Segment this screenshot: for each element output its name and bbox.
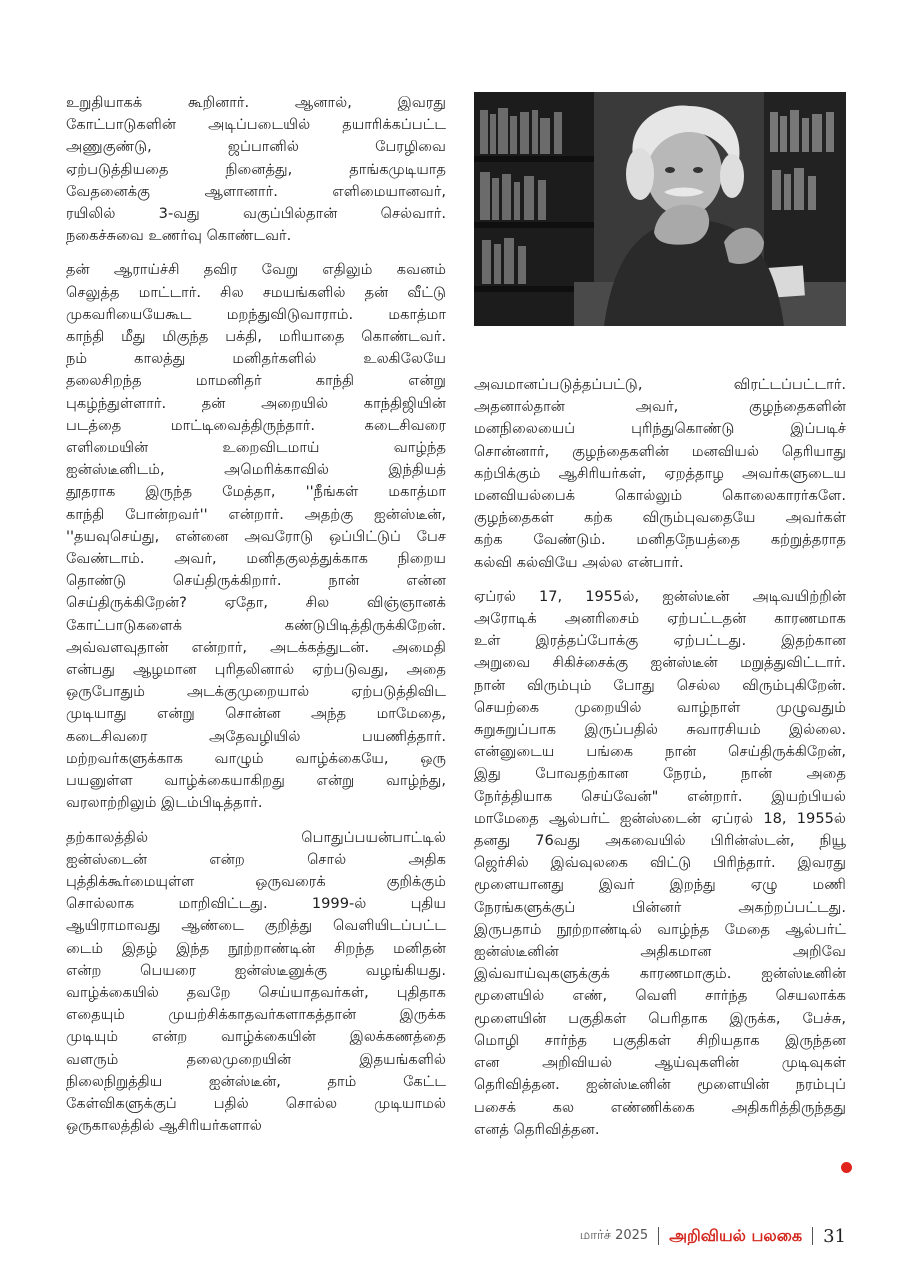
text-line: மூளையானது இவர் இறந்து ஏழு மணி [474,876,846,894]
text-line: எதையும் முயற்சிக்காதவர்களாகத்தான் இருக்க [66,1006,446,1024]
text-line: இது போவதற்கான நேரம், நான் அதை [474,765,846,783]
text-line: இருபதாம் நூற்றாண்டில் வாழ்ந்த மேதை ஆல்பர்ட் [474,920,846,938]
text-line: நேரங்களுக்குப் பின்னர் அகற்றப்பட்டது. [474,898,846,916]
text-line: கற்பிக்கும் ஆசிரியர்கள், ஏறத்தாழ அவர்களுடைய [474,464,846,482]
text-line: அணுகுண்டு, ஜப்பானில் பேரழிவை [66,138,446,156]
photo-illustration [474,92,846,326]
end-of-article-dot-icon [841,1162,852,1173]
text-line: தலைசிறந்த மாமனிதர் காந்தி என்று [66,372,446,390]
text-line: அறுவை சிகிச்சைக்கு ஐன்ஸ்டீன் மறுத்துவிட்டார். [474,654,846,672]
text-line: பயனுள்ள வாழ்க்கையாகிறது என்று வாழ்ந்து, [66,772,446,790]
text-line: கடைசிவரை அதேவழியில் பயணித்தார். [66,727,446,745]
text-line: கோட்பாடுகளின் அடிப்படையில் தயாரிக்கப்பட்ட [66,116,446,134]
text-line: அவ்வளவுதான் என்றார், அடக்கத்துடன். அமைதி [66,638,446,656]
text-line: கேள்விகளுக்குப் பதில் சொல்ல முடியாமல் [66,1094,446,1112]
text-line: தனது 76வது அகவையில் பிரின்ஸ்டன், நியூ [474,832,846,850]
text-line: கல்வி கல்வியே அல்ல என்பார். [474,553,684,571]
text-line: என்பது ஆழமான புரிதலினால் ஏற்படுவது, அதை [66,661,446,679]
text-line: செயற்கை முறையில் வாழ்நாள் முழுவதும் [474,698,846,716]
text-line: ஜெர்சில் இவ்வுலகை விட்டு பிரிந்தார். இவரது [474,854,846,872]
text-line: இவ்வாய்வுகளுக்குக் காரணமாகும். ஐன்ஸ்டீனின் [474,965,846,983]
text-line: நான் விரும்பும் போது செல்ல விரும்புகிறேன். [474,676,846,694]
text-line: என்ற பெயரை ஐன்ஸ்டீனுக்கு வழங்கியது. [66,961,446,979]
text-line: மனவியல்பைக் கொல்லும் கொலைகாரர்களே. [474,487,846,505]
text-line: மூளையில் எண், வெளி சார்ந்த செயலாக்க [474,987,846,1005]
text-line: தொண்டு செய்திருக்கிறார். நான் என்ன [66,572,446,590]
text-line: வளரும் தலைமுறையின் இதயங்களில் [66,1050,446,1068]
right-column [474,374,846,1153]
text-line: ரயிலில் 3-வது வகுப்பில்தான் செல்வார். [66,205,446,223]
issue-date: மார்ச் 2025 [579,1228,649,1243]
text-line: தற்காலத்தில் பொதுப்பயன்பாட்டில் [66,828,446,846]
text-line: சொன்னார், குழந்தைகளின் மனவியல் தெரியாது [474,442,846,460]
text-line: தூதராக இருந்த மேத்தா, ''நீங்கள் மகாத்மா [66,483,446,501]
text-line: வேதனைக்கு ஆளானார். எளிமையானவர், [66,182,446,200]
text-line: ஐன்ஸ்டைன் என்ற சொல் அதிக [66,850,446,868]
text-line: வரலாற்றிலும் இடம்பிடித்தார். [66,794,263,812]
text-line: நகைச்சுவை உணர்வு கொண்டவர். [66,227,292,245]
text-line: தெரிவித்தன. ஐன்ஸ்டீனின் மூளையின் நரம்புப் [474,1076,846,1094]
text-line: மொழி சார்ந்த பகுதிகள் சிறியதாக இருந்தன [474,1031,846,1049]
text-line: ஏற்படுத்தியதை நினைத்து, தாங்கமுடியாத [66,160,446,178]
page-number: 31 [823,1225,846,1247]
text-line: கோட்பாடுகளைக் கண்டுபிடித்திருக்கிறேன். [66,616,446,634]
text-line: டைம் இதழ் இந்த நூற்றாண்டின் சிறந்த மனிதன் [66,939,446,957]
text-line: முடியாது என்று சொன்ன அந்த மாமேதை, [66,705,446,723]
text-line: எளிமையின் உறைவிடமாய் வாழ்ந்த [66,439,446,457]
paragraph [66,259,446,814]
text-line: ஐன்ஸ்டீனிடம், அமெரிக்காவில் இந்தியத் [66,461,446,479]
text-line: மூளையின் பகுதிகள் பெரிதாக இருக்க, பேச்சு, [474,1009,846,1027]
text-line: காந்தி போன்றவர்'' என்றார். அதற்கு ஐன்ஸ்டீன், [66,505,446,523]
text-line: ஒருகாலத்தில் ஆசிரியர்களால் [66,1117,262,1135]
text-line: பசைக் கல எண்ணிக்கை அதிகரித்திருந்தது [474,1098,846,1116]
text-line: ஆயிராமாவது ஆண்டை குறித்து வெளியிடப்பட்ட [66,917,446,935]
text-line: மற்றவர்களுக்காக வாழும் வாழ்க்கையே, ஒரு [66,749,446,767]
text-line: குழந்தைகள் கற்க விரும்புவதையே அவர்கள் [474,509,846,527]
text-line: ஒருபோதும் அடக்குமுறையால் ஏற்படுத்திவிட [66,683,446,701]
text-line: படத்தை மாட்டிவைத்திருந்தார். கடைசிவரை [66,416,446,434]
text-line: புத்திக்கூர்மையுள்ள ஒருவரைக் குறிக்கும் [66,872,446,890]
left-column [66,92,446,1149]
footer-divider [812,1227,813,1245]
text-line: செலுத்த மாட்டார். சில சமயங்களில் தன் வீட்டு [66,283,446,301]
text-line: புகழ்ந்துள்ளார். தன் அறையில் காந்திஜியின் [66,394,446,412]
text-line: ஏப்ரல் 17, 1955ல், ஐன்ஸ்டீன் அடிவயிற்றின் [474,587,846,605]
magazine-title: அறிவியல் பலகை [669,1225,803,1245]
paragraph [66,827,446,1138]
text-line: செய்திருக்கிறேன்? ஏதோ, சில விஞ்ஞானக் [66,594,446,612]
text-line: அவமானப்படுத்தப்பட்டு, விரட்டப்பட்டார். [474,376,846,393]
text-line: அதனால்தான் அவர், குழந்தைகளின் [474,398,846,416]
text-line: மனநிலையைப் புரிந்துகொண்டு இப்படிச் [474,420,846,438]
text-line: முடியும் என்ற வாழ்க்கையின் இலக்கணத்தை [66,1028,446,1046]
text-line: வேண்டாம். அவர், மனிதகுலத்துக்காக நிறைய [66,550,446,568]
text-line: எனத் தெரிவித்தன. [474,1120,600,1138]
einstein-photo [474,92,846,326]
text-line: காந்தி மீது மிகுந்த பக்தி, மரியாதை கொண்டவர். [66,328,446,346]
text-line: நம் காலத்து மனிதர்களில் உலகிலேயே [66,350,446,368]
footer-divider [658,1227,659,1245]
text-line: கற்க வேண்டும். மனிதநேயத்தை கற்றுத்தராத [474,531,846,549]
paragraph [474,586,846,1141]
page-footer [580,1224,846,1248]
paragraph [474,374,846,574]
text-line: ''தயவுசெய்து, என்னை அவரோடு ஒப்பிட்டுப் பேச [66,527,446,545]
text-line: என்னுடைய பங்கை நான் செய்திருக்கிறேன், [474,743,846,761]
text-line: உறுதியாகக் கூறினார். ஆனால், இவரது [66,94,446,111]
text-line: முகவரியையேகூட மறந்துவிடுவாராம். மகாத்மா [66,305,446,323]
text-line: வாழ்க்கையில் தவறே செய்யாதவர்கள், புதிதாக [66,983,446,1001]
text-line: நேர்த்தியாக செய்வேன்" என்றார். இயற்பியல் [474,787,846,805]
paragraph [66,92,446,247]
text-line: மாமேதை ஆல்பர்ட் ஐன்ஸ்டைன் ஏப்ரல் 18, 1955ல் [474,809,846,827]
text-line: நிலைநிறுத்திய ஐன்ஸ்டீன், தாம் கேட்ட [66,1072,446,1090]
text-line: சுறுசுறுப்பாக இருப்பதில் சுவாரசியம் இல்லை. [474,721,846,739]
text-line: ஐன்ஸ்டீனின் அதிகமான அறிவே [474,943,846,961]
text-line: அரோடிக் அனரிசைம் ஏற்பட்டதன் காரணமாக [474,610,846,628]
text-line: என அறிவியல் ஆய்வுகளின் முடிவுகள் [474,1054,846,1072]
text-line: தன் ஆராய்ச்சி தவிர வேறு எதிலும் கவனம் [66,261,446,279]
text-line: சொல்லாக மாறிவிட்டது. 1999-ல் புதிய [66,895,446,913]
text-line: உள் இரத்தப்போக்கு ஏற்பட்டது. இதற்கான [474,632,846,650]
